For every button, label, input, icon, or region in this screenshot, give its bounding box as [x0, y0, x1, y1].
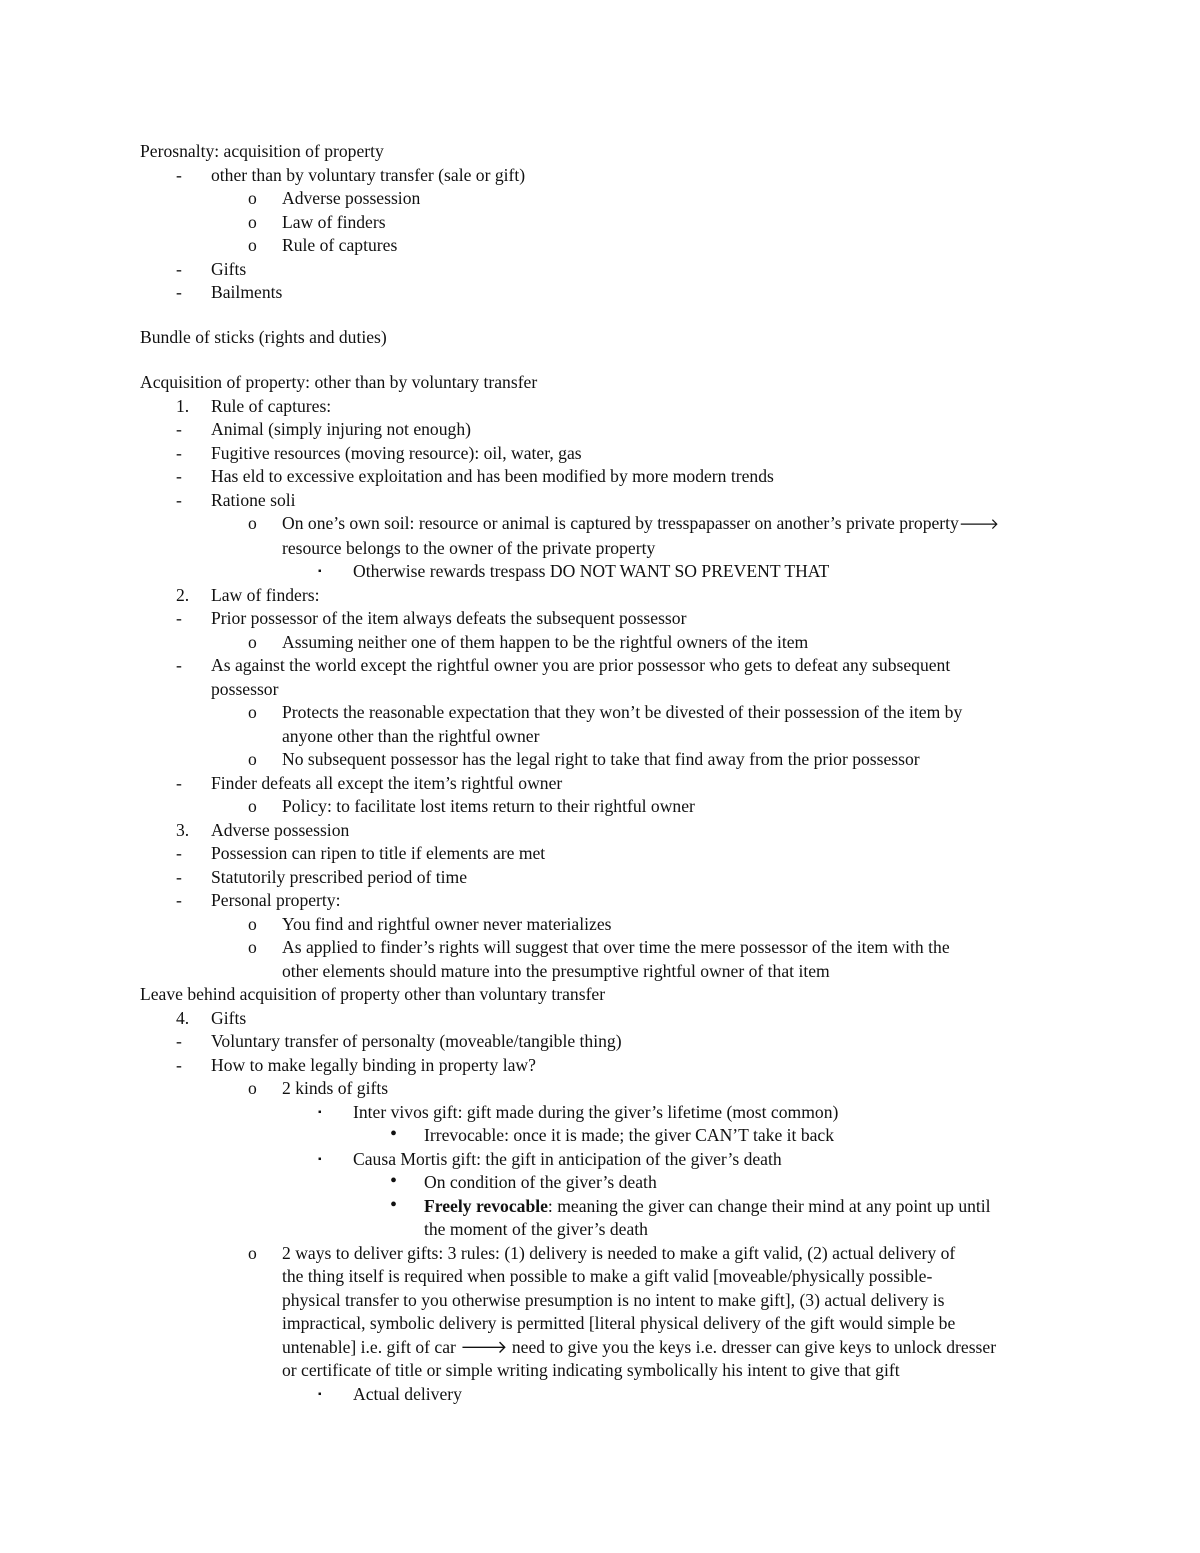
list-item-continuation — [140, 678, 1070, 702]
item-text-main: As against the world except the rightful owner you are prior possessor who gets to defeat any subsequent — [211, 655, 951, 675]
number-marker: 1. — [176, 395, 190, 416]
circle-bullet: o — [248, 513, 257, 533]
item-text-continued: the thing itself is required when possible to make a gift valid [moveable/physically possible- — [282, 1266, 933, 1286]
item-text-main: Acquisition of property: other than by voluntary transfer — [140, 372, 538, 392]
item-text — [353, 1383, 1070, 1407]
dash-marker: - — [176, 489, 182, 510]
item-text — [211, 584, 1070, 608]
item-text — [282, 1077, 1070, 1101]
list-item — [140, 489, 1070, 513]
item-text-main: Possession can ripen to title if elements are met — [211, 843, 546, 863]
item-text-main: Law of finders — [282, 211, 386, 232]
item-text-main: 2 ways to deliver gifts: 3 rules: (1) delivery is needed to make a gift valid, (2) actual delivery of — [282, 1242, 956, 1263]
list-item — [140, 1195, 1070, 1219]
circle-bullet: o — [248, 702, 257, 722]
list-item — [140, 512, 1070, 537]
circle-bullet: o — [248, 913, 257, 934]
item-text — [211, 607, 1070, 631]
item-text-continued: possessor — [211, 678, 279, 699]
dot-bullet-icon: • — [390, 1123, 398, 1145]
dot-bullet-icon: • — [390, 1193, 398, 1216]
item-text-main: Prior possessor of the item always defeats the subsequent possessor — [211, 608, 687, 628]
list-item — [140, 211, 1070, 235]
item-text-main: Animal (simply injuring not enough) — [211, 419, 471, 439]
document-body — [140, 140, 1070, 1406]
item-text-main: Bailments — [211, 282, 283, 302]
item-text — [211, 442, 1070, 466]
item-text — [211, 889, 1070, 913]
item-text — [211, 772, 1070, 796]
item-text-main: Rule of captures: — [211, 395, 332, 416]
item-text — [211, 1054, 1070, 1078]
item-text-main: You find and rightful owner never materializes — [282, 913, 612, 934]
item-text — [353, 1101, 1070, 1125]
item-text — [211, 164, 1070, 188]
dash-marker: - — [176, 1031, 182, 1051]
dash-marker: - — [176, 1054, 182, 1075]
list-item — [140, 866, 1070, 890]
list-item-continuation — [140, 1359, 1070, 1383]
item-text — [211, 1007, 1070, 1031]
list-item — [140, 936, 1070, 960]
item-text — [211, 281, 1070, 305]
circle-bullet: o — [248, 937, 257, 957]
circle-bullet: o — [248, 631, 257, 652]
item-text — [140, 371, 1070, 395]
dash-marker: - — [176, 466, 182, 486]
item-text — [211, 489, 1070, 513]
item-text — [353, 560, 1070, 584]
list-item — [140, 1148, 1070, 1172]
item-text — [211, 1030, 1070, 1054]
list-item — [140, 187, 1070, 211]
list-item — [140, 1171, 1070, 1195]
item-text-continued: anyone other than the rightful owner — [282, 725, 540, 746]
dash-marker: - — [176, 419, 182, 439]
item-text-main: Finder defeats all except the item’s rightful owner — [211, 772, 563, 793]
item-text-continued: physical transfer to you otherwise presumption is no intent to make gift], (3) actual delivery is — [282, 1289, 945, 1310]
item-text — [282, 512, 1070, 537]
item-text — [282, 701, 1070, 725]
item-text — [140, 140, 1070, 164]
item-text-main: Protects the reasonable expectation that they won’t be divested of their possession of the item by — [282, 702, 963, 722]
item-text — [211, 465, 1070, 489]
list-item — [140, 281, 1070, 305]
list-item — [140, 1030, 1070, 1054]
dash-marker: - — [176, 442, 182, 463]
item-text-main: Fugitive resources (moving resource): oil, water, gas — [211, 442, 582, 463]
item-text-main: other than by voluntary transfer (sale or gift) — [211, 164, 526, 185]
dash-marker: - — [176, 890, 182, 910]
section-heading — [140, 983, 1070, 1007]
list-item — [140, 607, 1070, 631]
dash-marker: - — [176, 282, 182, 302]
list-item-continuation — [140, 1265, 1070, 1289]
item-text — [140, 326, 1070, 350]
list-item — [140, 654, 1070, 678]
item-text — [282, 795, 1070, 819]
item-text — [211, 842, 1070, 866]
list-item — [140, 1124, 1070, 1148]
item-text-continued: the moment of the giver’s death — [424, 1219, 648, 1239]
item-text-continued: other elements should mature into the presumptive rightful owner of that item — [282, 960, 830, 981]
circle-bullet: o — [248, 188, 257, 208]
dash-marker: - — [176, 164, 182, 185]
list-item — [140, 395, 1070, 419]
item-text-main: Ratione soli — [211, 489, 296, 510]
list-item — [140, 842, 1070, 866]
item-text — [424, 1171, 1070, 1195]
item-text — [282, 913, 1070, 937]
item-text — [282, 211, 1070, 235]
item-text-continued: resource belongs to the owner of the private property — [282, 537, 656, 558]
section-heading — [140, 326, 1070, 350]
number-marker: 3. — [176, 819, 190, 840]
item-text-main: : meaning the giver can change their mind at any point up until — [547, 1195, 991, 1216]
item-text-main: Assuming neither one of them happen to be the rightful owners of the item — [282, 631, 809, 652]
list-item — [140, 1383, 1070, 1407]
square-bullet-icon: ▪ — [318, 566, 322, 577]
square-bullet-icon: ▪ — [318, 1388, 322, 1400]
item-text — [424, 1124, 1070, 1148]
list-item — [140, 258, 1070, 282]
number-marker: 2. — [176, 584, 190, 605]
right-arrow-icon: 🡒 — [958, 515, 1000, 533]
item-text-main: Law of finders: — [211, 584, 320, 605]
item-text-main: Policy: to facilitate lost items return to their rightful owner — [282, 796, 695, 816]
item-text — [211, 395, 1070, 419]
item-text — [140, 983, 1070, 1007]
item-text-main: Gifts — [211, 1007, 247, 1028]
list-item — [140, 1007, 1070, 1031]
item-text-main: On one’s own soil: resource or animal is captured by tresspapasser on another’s private property — [282, 513, 959, 533]
item-text — [211, 866, 1070, 890]
item-text-main: No subsequent possessor has the legal right to take that find away from the prior possessor — [282, 749, 920, 769]
section-heading — [140, 140, 1070, 164]
list-item — [140, 819, 1070, 843]
dot-bullet-icon: • — [390, 1170, 398, 1192]
item-text-main: As applied to finder’s rights will suggest that over time the mere possessor of the item with the — [282, 937, 950, 957]
circle-bullet: o — [248, 796, 257, 816]
list-item — [140, 795, 1070, 819]
square-bullet-icon: ▪ — [318, 1106, 322, 1118]
circle-bullet: o — [248, 749, 257, 769]
item-text-main: 2 kinds of gifts — [282, 1078, 389, 1098]
list-item-continuation — [140, 1312, 1070, 1336]
item-text-main: Statutorily prescribed period of time — [211, 866, 468, 887]
item-text — [211, 654, 1070, 678]
dash-marker: - — [176, 843, 182, 863]
list-item — [140, 418, 1070, 442]
item-text-main: Actual delivery — [353, 1383, 462, 1404]
item-text — [282, 234, 1070, 258]
list-item-continuation — [140, 537, 1070, 561]
section-heading — [140, 371, 1070, 395]
list-item-continuation — [140, 960, 1070, 984]
list-item-continuation — [140, 725, 1070, 749]
list-item — [140, 442, 1070, 466]
list-item — [140, 631, 1070, 655]
list-item — [140, 465, 1070, 489]
item-text-main: Leave behind acquisition of property other than voluntary transfer — [140, 984, 606, 1004]
dash-marker: - — [176, 866, 182, 887]
dash-marker: - — [176, 655, 182, 675]
circle-bullet: o — [248, 1078, 257, 1098]
list-item — [140, 164, 1070, 188]
item-text — [282, 187, 1070, 211]
item-text-main: Adverse possession — [211, 819, 350, 840]
list-item — [140, 772, 1070, 796]
dash-marker: - — [176, 258, 182, 279]
item-text-continued: untenable] i.e. gift of car 🡒 need to give you the keys i.e. dresser can give keys to unlock dresser — [282, 1336, 997, 1357]
list-item — [140, 1242, 1070, 1266]
list-item-continuation — [140, 1218, 1070, 1242]
dash-marker: - — [176, 772, 182, 793]
circle-bullet: o — [248, 1242, 257, 1263]
number-marker: 4. — [176, 1007, 190, 1028]
list-item — [140, 1101, 1070, 1125]
item-text-main: Bundle of sticks (rights and duties) — [140, 327, 387, 347]
blank-line — [140, 305, 1070, 327]
square-bullet-icon: ▪ — [318, 1153, 322, 1165]
item-text-main: Rule of captures — [282, 235, 398, 255]
list-item — [140, 913, 1070, 937]
list-item-continuation — [140, 1336, 1070, 1360]
item-text — [211, 418, 1070, 442]
list-item-continuation — [140, 1289, 1070, 1313]
item-text — [282, 748, 1070, 772]
item-text-main: Gifts — [211, 258, 247, 279]
item-text-continued: or certificate of title or simple writing indicating symbolically his intent to give that gift — [282, 1360, 900, 1380]
item-text — [353, 1148, 1070, 1172]
item-text-main: Perosnalty: acquisition of property — [140, 141, 384, 161]
list-item — [140, 1077, 1070, 1101]
item-text-continued: impractical, symbolic delivery is permitted [literal physical delivery of the gift would simple be — [282, 1313, 956, 1333]
item-text-main: Inter vivos gift: gift made during the giver’s lifetime (most common) — [353, 1101, 839, 1122]
item-text-main: On condition of the giver’s death — [424, 1172, 657, 1192]
list-item — [140, 889, 1070, 913]
item-text — [282, 936, 1070, 960]
item-text-main: Causa Mortis gift: the gift in anticipation of the giver’s death — [353, 1148, 782, 1169]
item-text — [211, 819, 1070, 843]
item-text — [282, 631, 1070, 655]
list-item — [140, 234, 1070, 258]
item-text-main: Irrevocable: once it is made; the giver CAN’T take it back — [424, 1125, 835, 1145]
bold-term: Freely revocable — [424, 1195, 548, 1216]
item-text-main: Personal property: — [211, 890, 341, 910]
item-text-main: How to make legally binding in property law? — [211, 1054, 536, 1075]
list-item — [140, 748, 1070, 772]
item-text-main: Otherwise rewards trespass DO NOT WANT SO PREVENT THAT — [353, 561, 830, 581]
list-item — [140, 584, 1070, 608]
list-item — [140, 1054, 1070, 1078]
list-item — [140, 560, 1070, 584]
list-item — [140, 701, 1070, 725]
item-text — [282, 1242, 1070, 1266]
item-text — [424, 1195, 1070, 1219]
blank-line — [140, 350, 1070, 372]
item-text-main: Adverse possession — [282, 188, 421, 208]
dash-marker: - — [176, 608, 182, 628]
circle-bullet: o — [248, 235, 257, 255]
circle-bullet: o — [248, 211, 257, 232]
item-text — [211, 258, 1070, 282]
item-text-main: Voluntary transfer of personalty (moveable/tangible thing) — [211, 1031, 622, 1051]
item-text-main: Has eld to excessive exploitation and has been modified by more modern trends — [211, 466, 774, 486]
